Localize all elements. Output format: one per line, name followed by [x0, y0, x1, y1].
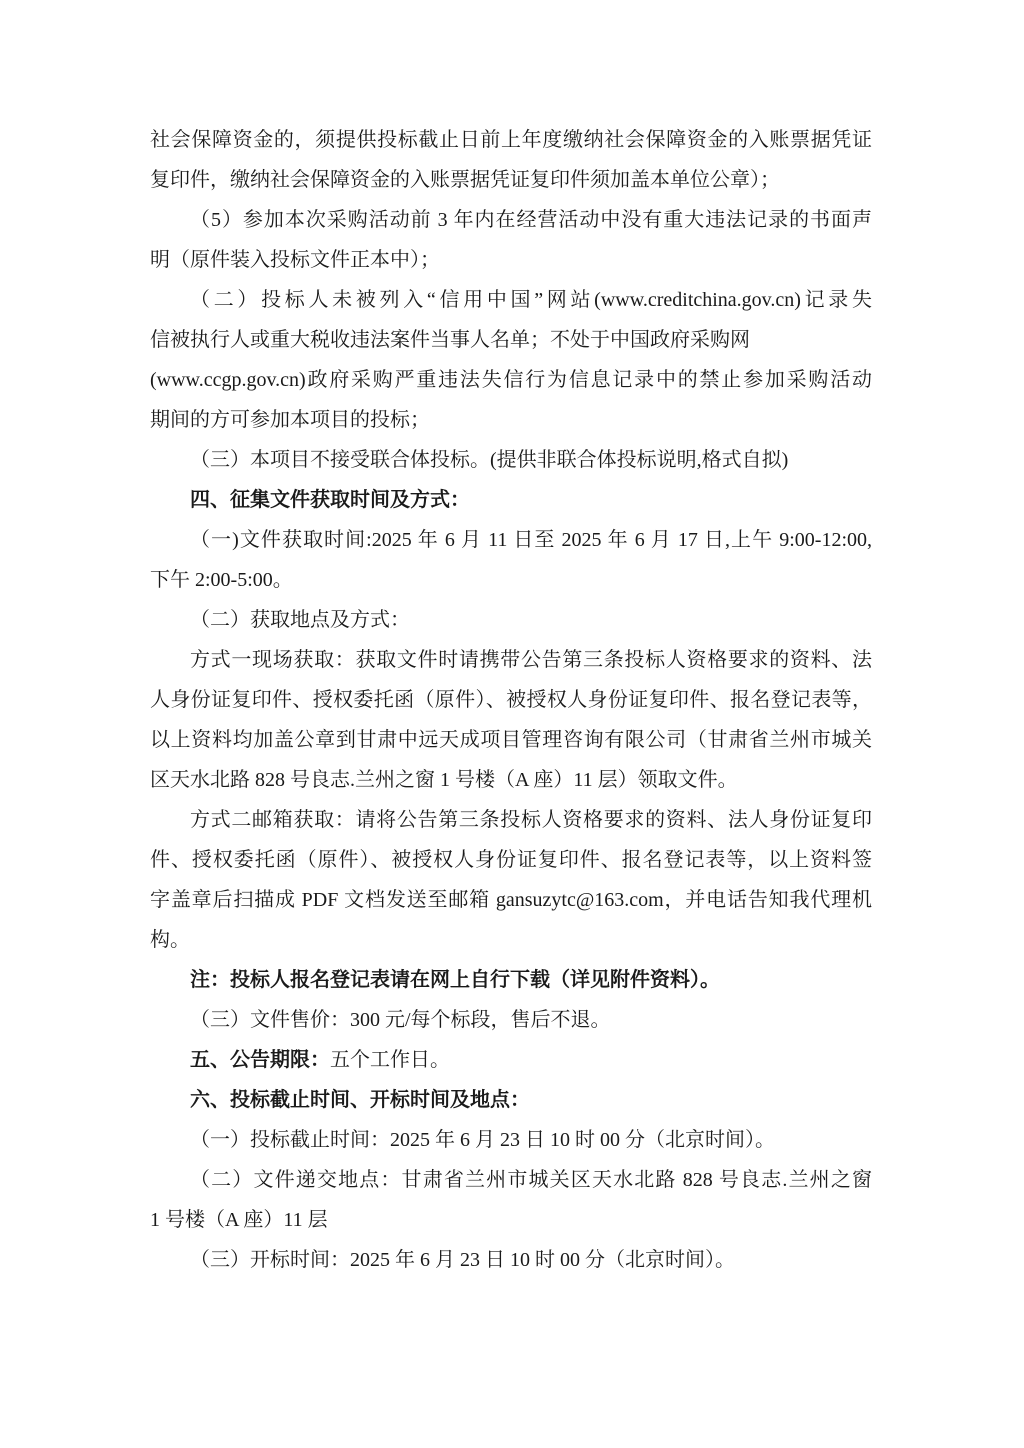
bold-text-run: 四、征集文件获取时间及方式：: [190, 489, 470, 511]
text-line: [150, 280, 872, 320]
text-run: 构。: [150, 929, 190, 951]
text-line: [150, 200, 872, 240]
text-line: [150, 1120, 872, 1160]
text-run: 复印件，缴纳社会保障资金的入账票据凭证复印件须加盖本单位公章）；: [150, 169, 780, 191]
text-run: （二）文件递交地点：甘肃省兰州市城关区天水北路 828 号良志.兰州之窗: [190, 1169, 872, 1191]
announcement-text-block: [150, 120, 872, 1280]
text-run: (www.ccgp.gov.cn)政府采购严重违法失信行为信息记录中的禁止参加采购活动: [150, 369, 872, 391]
text-run: 方式一现场获取：获取文件时请携带公告第三条投标人资格要求的资料、法: [190, 649, 872, 671]
bold-text-run: 六、投标截止时间、开标时间及地点：: [190, 1089, 530, 1111]
text-line: [150, 400, 872, 440]
text-line: [150, 680, 872, 720]
text-line: [150, 440, 872, 480]
text-line: [150, 600, 872, 640]
text-run: 五个工作日。: [330, 1049, 450, 1071]
text-run: 区天水北路 828 号良志.兰州之窗 1 号楼（A 座）11 层）领取文件。: [150, 769, 738, 791]
text-run: 人身份证复印件、授权委托函（原件）、被授权人身份证复印件、报名登记表等，: [150, 689, 872, 711]
text-line: [150, 880, 872, 920]
text-line: [150, 1080, 872, 1120]
text-run: 件、授权委托函（原件）、被授权人身份证复印件、报名登记表等，以上资料签: [150, 849, 872, 871]
text-line: [150, 640, 872, 680]
bold-text-run: 五、公告期限：: [190, 1049, 330, 1071]
text-run: （5）参加本次采购活动前 3 年内在经营活动中没有重大违法记录的书面声: [190, 209, 872, 231]
text-run: （二）获取地点及方式：: [190, 609, 410, 631]
text-line: [150, 520, 872, 560]
text-line: [150, 160, 872, 200]
text-line: [150, 920, 872, 960]
text-run: 以上资料均加盖公章到甘肃中远天成项目管理咨询有限公司（甘肃省兰州市城关: [150, 729, 872, 751]
text-run: （三）开标时间：2025 年 6 月 23 日 10 时 00 分（北京时间）。: [190, 1249, 735, 1271]
text-line: [150, 840, 872, 880]
text-run: （一)文件获取时间:2025 年 6 月 11 日至 2025 年 6 月 17 日,上午 9:00-12:00,: [190, 529, 872, 551]
text-line: [150, 320, 872, 360]
text-line: [150, 1200, 872, 1240]
text-run: （三）本项目不接受联合体投标。(提供非联合体投标说明,格式自拟): [190, 449, 789, 471]
text-run: 社会保障资金的，须提供投标截止日前上年度缴纳社会保障资金的入账票据凭证: [150, 129, 872, 151]
text-line: [150, 1040, 872, 1080]
text-run: （三）文件售价：300 元/每个标段，售后不退。: [190, 1009, 611, 1031]
text-run: 1 号楼（A 座）11 层: [150, 1209, 328, 1231]
text-line: [150, 1160, 872, 1200]
text-run: 信被执行人或重大税收违法案件当事人名单；不处于中国政府采购网: [150, 329, 750, 351]
text-run: （一）投标截止时间：2025 年 6 月 23 日 10 时 00 分（北京时间）。: [190, 1129, 775, 1151]
text-run: 明（原件装入投标文件正本中）；: [150, 249, 440, 271]
text-line: [150, 480, 872, 520]
text-run: 期间的方可参加本项目的投标；: [150, 409, 430, 431]
text-line: [150, 1000, 872, 1040]
bold-text-run: 注：投标人报名登记表请在网上自行下载（详见附件资料）。: [190, 969, 720, 991]
text-run: 字盖章后扫描成 PDF 文档发送至邮箱 gansuzytc@163.com，并电话告知我代理机: [150, 889, 872, 911]
text-line: [150, 720, 872, 760]
text-run: （二）投标人未被列入“信用中国”网站(www.creditchina.gov.cn)记录失: [190, 289, 872, 311]
text-run: 下午 2:00-5:00。: [150, 569, 293, 591]
text-line: [150, 800, 872, 840]
text-line: [150, 360, 872, 400]
text-line: [150, 560, 872, 600]
text-line: [150, 960, 872, 1000]
text-line: [150, 760, 872, 800]
text-line: [150, 120, 872, 160]
text-line: [150, 1240, 872, 1280]
text-line: [150, 240, 872, 280]
text-run: 方式二邮箱获取：请将公告第三条投标人资格要求的资料、法人身份证复印: [190, 809, 872, 831]
